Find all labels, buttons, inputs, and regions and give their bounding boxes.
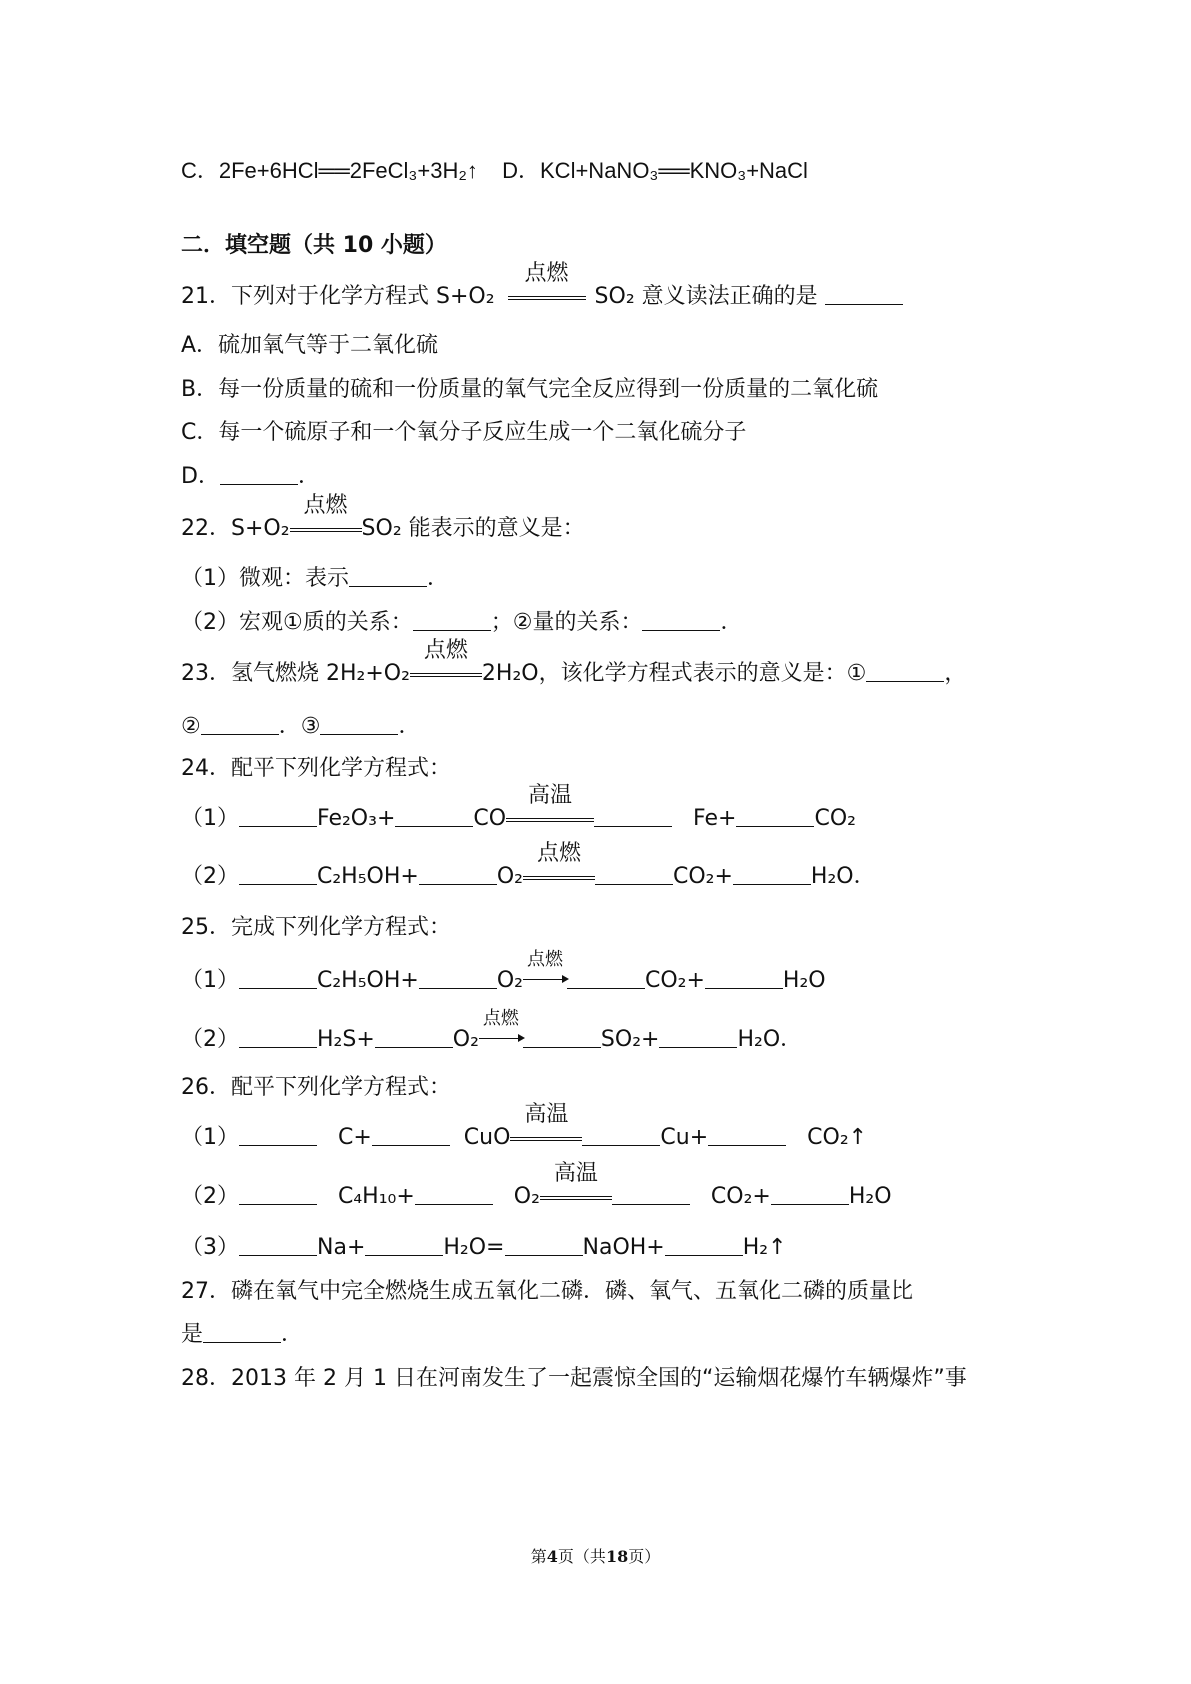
product: CO₂+ [710, 1184, 771, 1209]
reactant: C₂H₅OH+ [317, 968, 419, 993]
answer-blank[interactable] [582, 1123, 660, 1146]
q22-part1-label: （1）微观：表示 [181, 566, 349, 591]
answer-blank[interactable] [567, 966, 645, 989]
q21-condition-arrow [508, 261, 586, 303]
q28-line1: 28．2013 年 2 月 1 日在河南发生了一起震惊全国的“运输烟花爆竹车辆爆炸”事 [181, 1366, 967, 1391]
answer-blank[interactable] [239, 1025, 317, 1048]
reactant: H₂S+ [317, 1027, 375, 1052]
q21-suffix: SO₂ 意义读法正确的是 [594, 284, 818, 309]
product: CO₂+ [672, 864, 733, 889]
q21-option-d-label: D． [181, 464, 220, 489]
q21-option-d: D． ． [181, 464, 320, 489]
q27-line2: 是 ． [181, 1322, 304, 1347]
q21-option-b: B．每一份质量的硫和一份质量的氧气完全反应得到一份质量的二氧化硫 [181, 377, 879, 402]
answer-blank[interactable] [505, 1233, 583, 1256]
q22-stem [181, 493, 585, 544]
q21-condition: 点燃 [524, 261, 569, 286]
answer-blank[interactable] [415, 1182, 493, 1205]
product: CO₂↑ [807, 1125, 868, 1150]
condition-arrow [506, 783, 594, 825]
answer-blank[interactable] [413, 608, 491, 631]
reactant: Fe₂O₃+ [317, 806, 396, 831]
answer-blank[interactable] [320, 712, 398, 735]
answer-blank[interactable] [659, 1025, 737, 1048]
page-number: 4 [546, 1547, 558, 1566]
q22-condition-arrow [290, 493, 362, 535]
q22-part2-label: （2）宏观①质的关系： [181, 610, 413, 635]
answer-blank[interactable] [365, 1233, 443, 1256]
part-label: （3） [181, 1235, 239, 1260]
q21-option-a: A．硫加氧气等于二氧化硫 [181, 333, 439, 358]
answer-blank[interactable] [239, 1182, 317, 1205]
double-line [508, 296, 586, 300]
answer-blank[interactable] [375, 1025, 453, 1048]
answer-blank[interactable] [705, 966, 783, 989]
answer-blank[interactable] [349, 564, 427, 587]
q22-suffix: SO₂ 能表示的意义是： [361, 516, 585, 541]
part-label: （2） [181, 1027, 239, 1052]
double-line [410, 673, 482, 677]
answer-blank[interactable] [372, 1123, 450, 1146]
part-label: （1） [181, 1125, 239, 1150]
q26-title: 26．配平下列化学方程式： [181, 1075, 451, 1100]
answer-blank[interactable] [419, 862, 497, 885]
answer-blank[interactable] [201, 712, 279, 735]
answer-blank[interactable] [733, 862, 811, 885]
q20-option-c: C．2Fe+6HCl══2FeCl₃+3H₂↑ [181, 158, 478, 183]
q23-stem: 23．氢气燃烧 2H₂+O₂ 点燃 2H₂O，该化学方程式表示的意义是：① ， [181, 638, 967, 686]
q23-condition: 点燃 [423, 638, 468, 663]
product: H₂↑ [742, 1235, 787, 1260]
q21-option-c: C．每一个硫原子和一个氧分子反应生成一个二氧化硫分子 [181, 420, 747, 445]
condition-arrow [510, 1102, 582, 1144]
q21-stem [181, 261, 903, 312]
double-line [540, 1196, 612, 1200]
product: H₂O [848, 1184, 892, 1209]
q25-eq2 [181, 1008, 803, 1055]
reactant: O₂ [496, 864, 523, 889]
q25-title: 25．完成下列化学方程式： [181, 915, 451, 940]
product: H₂O [782, 968, 826, 993]
condition: 点燃 [526, 949, 563, 970]
q21-prefix: 21．下列对于化学方程式 S+O₂ [181, 284, 495, 309]
arrow-icon [479, 1038, 519, 1039]
q26-eq3 [181, 1233, 787, 1263]
reactant: Na+ [317, 1235, 366, 1260]
part-label: （2） [181, 1184, 239, 1209]
condition-arrow [479, 1008, 523, 1046]
q27-line1: 27．磷在氧气中完全燃烧生成五氧化二磷．磷、氧气、五氧化二磷的质量比 [181, 1279, 913, 1304]
answer-blank[interactable] [419, 966, 497, 989]
double-line [523, 876, 595, 880]
answer-blank[interactable] [239, 862, 317, 885]
product: Fe+ [693, 806, 737, 831]
product: CO₂+ [644, 968, 705, 993]
q22-prefix: 22．S+O₂ [181, 516, 290, 541]
part-label: （1） [181, 806, 239, 831]
condition: 点燃 [482, 1008, 519, 1029]
answer-blank[interactable] [736, 804, 814, 827]
answer-blank[interactable] [220, 462, 298, 485]
section-title: 二．填空题（共 10 小题） [181, 233, 447, 258]
q24-eq1 [181, 783, 856, 834]
product: SO₂+ [600, 1027, 660, 1052]
condition: 点燃 [536, 841, 581, 866]
reactant: O₂ [513, 1184, 540, 1209]
q23-condition-arrow [410, 638, 482, 680]
q25-eq1 [181, 949, 826, 996]
reactant: C₂H₅OH+ [317, 864, 419, 889]
reactant: CuO [463, 1125, 511, 1150]
part-label: （2） [181, 864, 239, 889]
reactant: H₂O= [443, 1235, 505, 1260]
page-footer [0, 1544, 1191, 1567]
q22-part1: （1）微观：表示 ． [181, 566, 450, 591]
answer-blank[interactable] [523, 1025, 601, 1048]
condition-arrow [523, 949, 567, 987]
answer-blank[interactable] [239, 804, 317, 827]
double-line [290, 528, 362, 532]
product: Cu+ [660, 1125, 709, 1150]
q20-option-d: D．KCl+NaNO₃══KNO₃+NaCl [502, 158, 808, 183]
q22-condition: 点燃 [303, 493, 348, 518]
reactant: O₂ [496, 968, 523, 993]
q27-label: 是 [181, 1322, 204, 1347]
product: NaOH+ [582, 1235, 665, 1260]
arrow-icon [523, 979, 563, 980]
product: H₂O． [737, 1027, 803, 1052]
q22-part2-label2: ；②量的关系： [490, 610, 643, 635]
answer-blank[interactable] [595, 862, 673, 885]
q23-suffix: 2H₂O，该化学方程式表示的意义是：① [481, 661, 867, 686]
reactant: C₄H₁₀+ [337, 1184, 415, 1209]
answer-blank[interactable] [642, 608, 720, 631]
answer-blank[interactable] [203, 1320, 281, 1343]
reactant: C+ [337, 1125, 372, 1150]
q23-marker-3: ．③ [278, 714, 321, 739]
q23-marker-2: ② [181, 714, 201, 739]
total-pages: 18 [605, 1547, 629, 1566]
answer-blank[interactable] [771, 1182, 849, 1205]
condition: 高温 [528, 783, 573, 808]
q26-eq1 [181, 1102, 868, 1153]
q22-part2: （2）宏观①质的关系： ；②量的关系： ． [181, 610, 743, 635]
q20-options [181, 156, 808, 186]
condition: 高温 [553, 1161, 598, 1186]
answer-blank[interactable] [612, 1182, 690, 1205]
answer-blank[interactable] [708, 1123, 786, 1146]
double-line [510, 1137, 582, 1141]
q26-eq2 [181, 1161, 892, 1212]
answer-blank[interactable] [866, 659, 944, 682]
answer-blank[interactable] [239, 966, 317, 989]
answer-blank[interactable] [239, 1233, 317, 1256]
q23-line2: ② ．③ ． [181, 714, 421, 739]
answer-blank[interactable] [239, 1123, 317, 1146]
product: H₂O． [810, 864, 876, 889]
reactant: O₂ [452, 1027, 479, 1052]
answer-blank[interactable] [665, 1233, 743, 1256]
q24-eq2 [181, 841, 876, 892]
footer-text: 第 [530, 1547, 547, 1566]
answer-blank[interactable] [594, 804, 672, 827]
condition: 高温 [524, 1102, 569, 1127]
footer-text: 页（共 [557, 1547, 606, 1566]
condition-arrow [523, 841, 595, 883]
condition-arrow [540, 1161, 612, 1203]
answer-blank[interactable] [825, 282, 903, 305]
part-label: （1） [181, 968, 239, 993]
q24-title: 24．配平下列化学方程式： [181, 756, 451, 781]
footer-text: 页） [628, 1547, 661, 1566]
product: CO₂ [814, 806, 856, 831]
double-line [506, 818, 594, 822]
reactant: CO [473, 806, 507, 831]
q23-prefix: 23．氢气燃烧 2H₂+O₂ [181, 661, 410, 686]
answer-blank[interactable] [395, 804, 473, 827]
